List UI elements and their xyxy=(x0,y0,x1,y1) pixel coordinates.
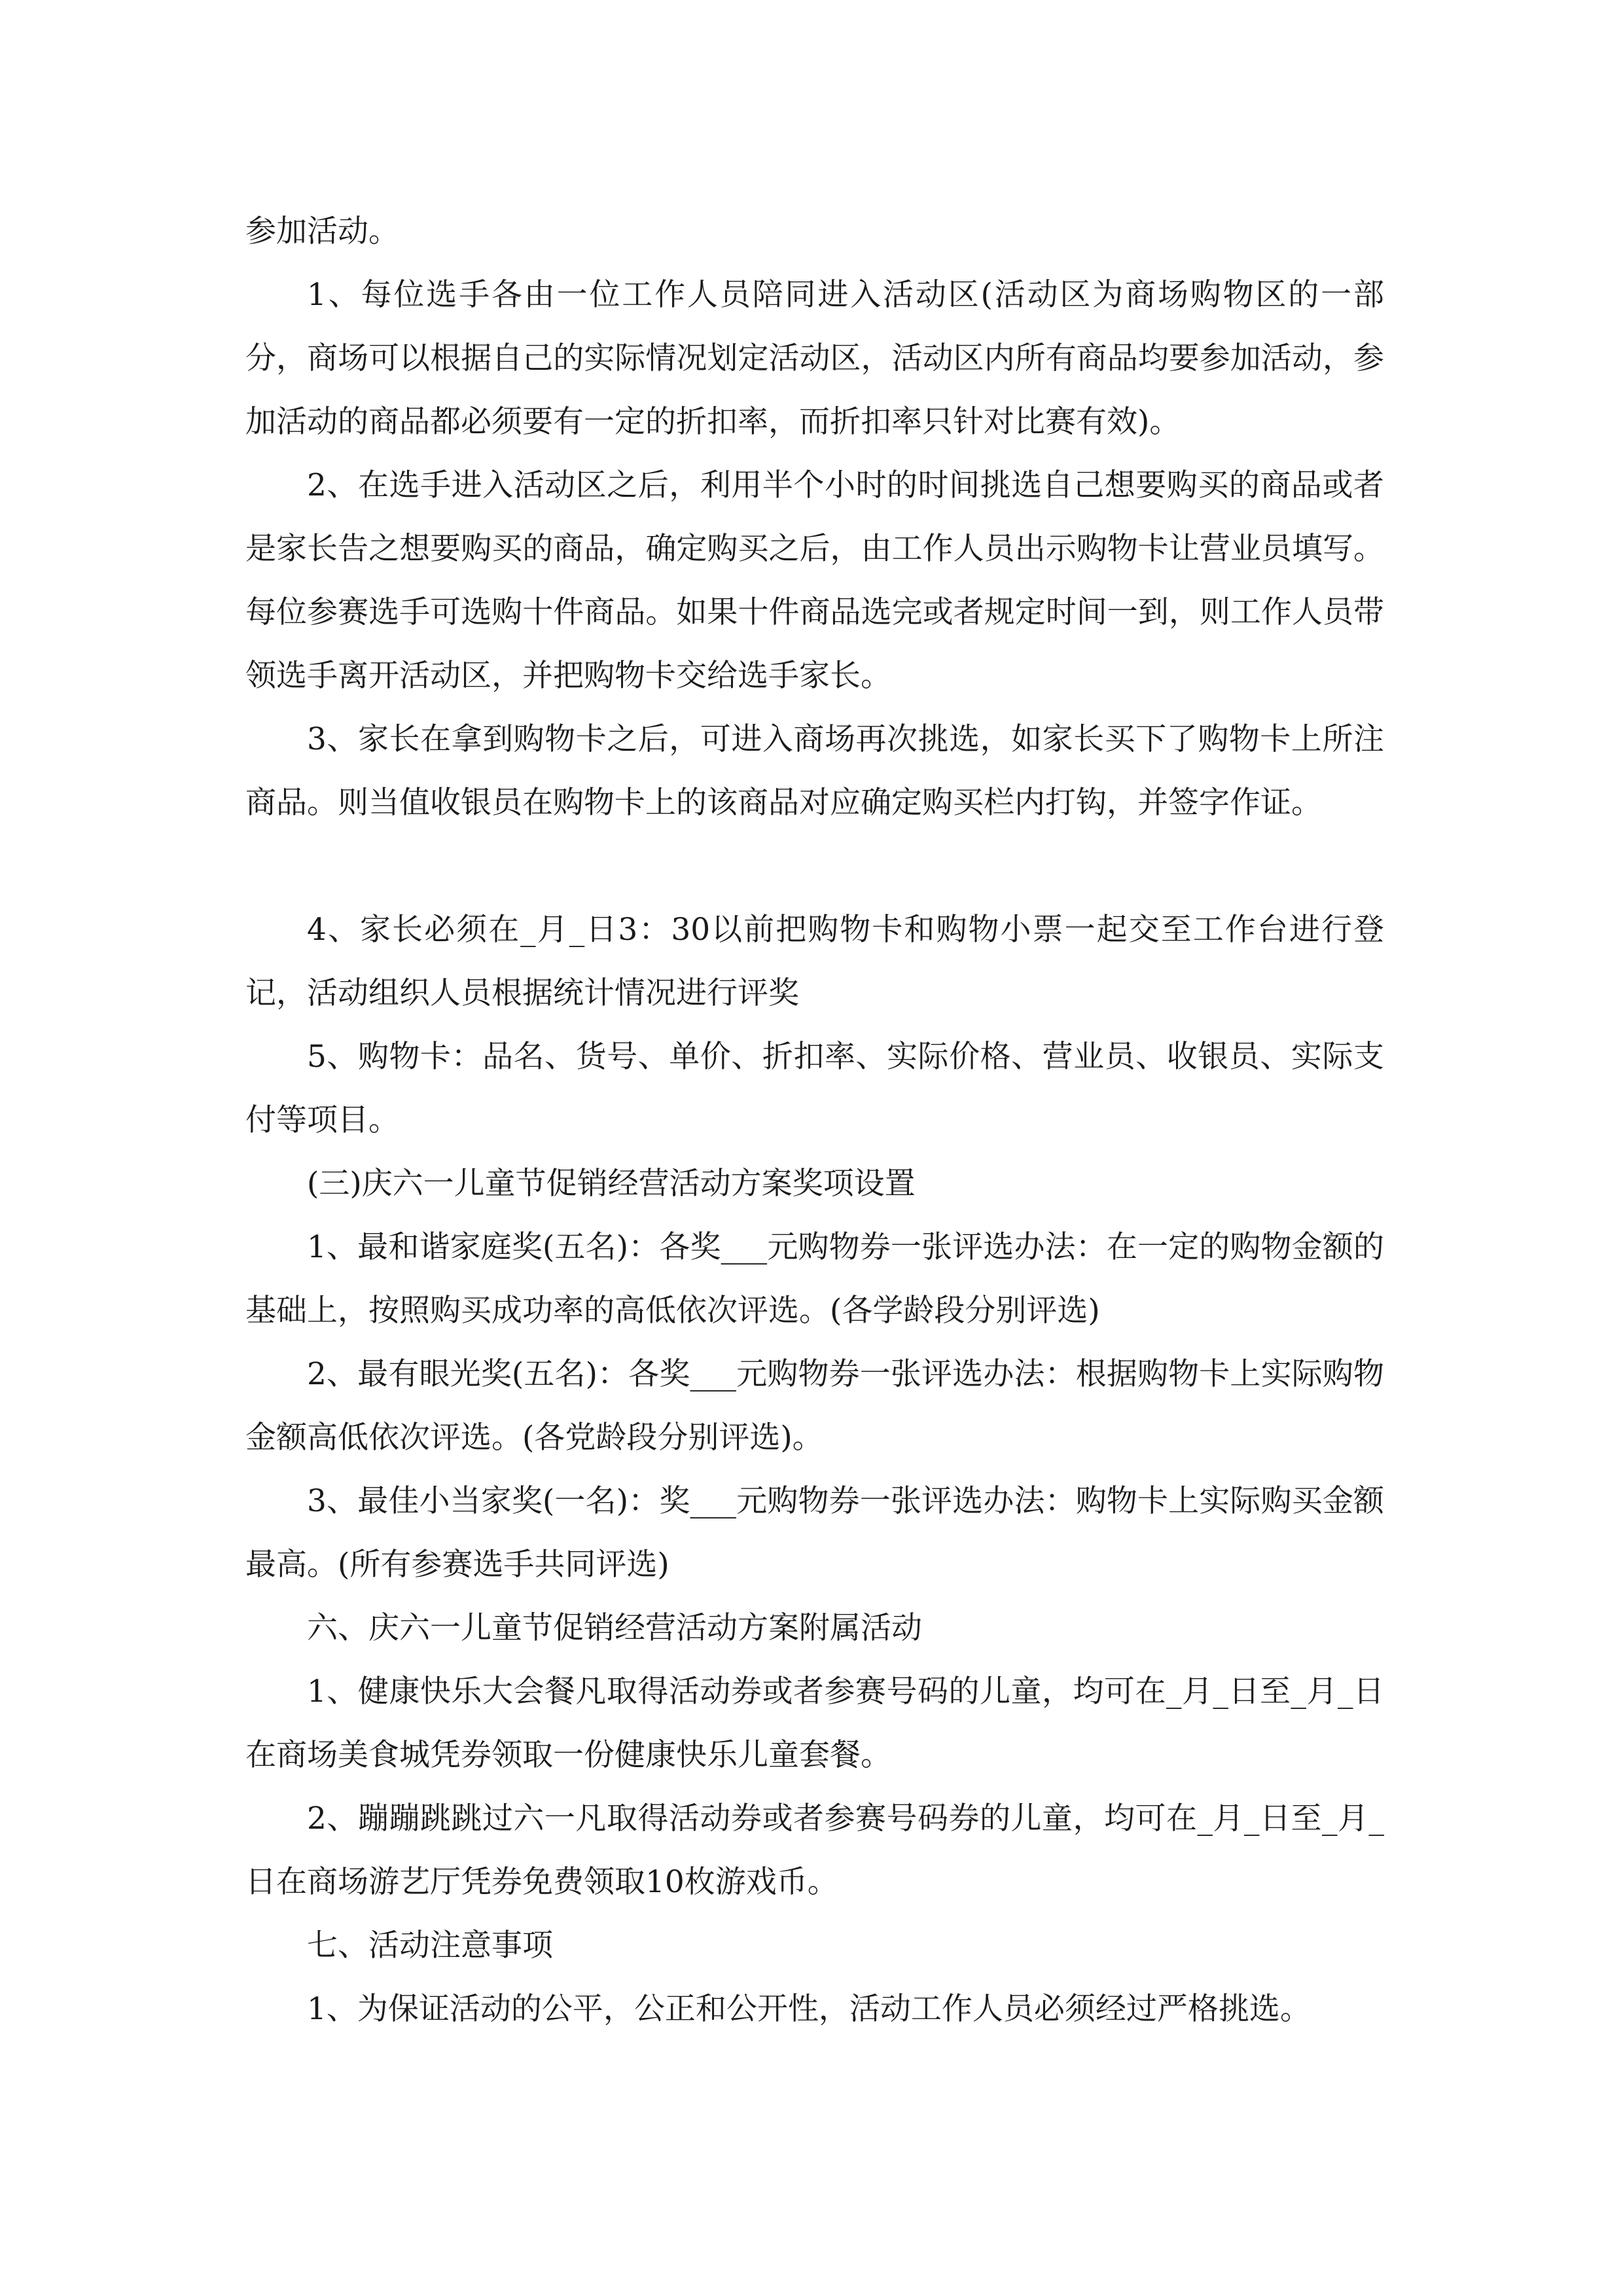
section-heading-notes: 七、活动注意事项 xyxy=(307,1928,553,1964)
paragraph-rule-2: 2、在选手进入活动区之后，利用半个小时的时间挑选自己想要购买的商品或者是家长告之想要购买的商品，确定购买之后，由工作人员出示购物卡让营业员填写。每位参赛选手可选购十件商品。如果十件商品选完或者规定时间一到，则工作人员带领选手离开活动区，并把购物卡交给选手家长。 xyxy=(245,467,1384,694)
section-heading-awards: (三)庆六一儿童节促销经营活动方案奖项设置 xyxy=(307,1166,916,1202)
paragraph-side-activity-1: 1、健康快乐大会餐凡取得活动券或者参赛号码的儿童，均可在_月_日至_月_日在商场美食城凭券领取一份健康快乐儿童套餐。 xyxy=(245,1674,1384,1773)
paragraph-rule-4: 4、家长必须在_月_日3：30以前把购物卡和购物小票一起交至工作台进行登记，活动组织人员根据统计情况进行评奖 xyxy=(245,912,1384,1011)
paragraph-award-1: 1、最和谐家庭奖(五名)：各奖___元购物券一张评选办法：在一定的购物金额的基础上，按照购买成功率的高低依次评选。(各学龄段分别评选) xyxy=(245,1229,1384,1329)
paragraph-rule-3: 3、家长在拿到购物卡之后，可进入商场再次挑选，如家长买下了购物卡上所注商品。则当值收银员在购物卡上的该商品对应确定购买栏内打钩，并签字作证。 xyxy=(245,721,1384,821)
paragraph-rule-5: 5、购物卡：品名、货号、单价、折扣率、实际价格、营业员、收银员、实际支付等项目。 xyxy=(245,1039,1384,1138)
paragraph-continuation: 参加活动。 xyxy=(245,213,399,249)
paragraph-award-2: 2、最有眼光奖(五名)：各奖___元购物券一张评选办法：根据购物卡上实际购物金额高低依次评选。(各党龄段分别评选)。 xyxy=(245,1356,1384,1456)
paragraph-rule-1: 1、每位选手各由一位工作人员陪同进入活动区(活动区为商场购物区的一部分，商场可以根据自己的实际情况划定活动区，活动区内所有商品均要参加活动，参加活动的商品都必须要有一定的折扣率，而折扣率只针对比赛有效)。 xyxy=(245,277,1384,440)
section-heading-side-activities: 六、庆六一儿童节促销经营活动方案附属活动 xyxy=(307,1610,922,1646)
paragraph-side-activity-2: 2、蹦蹦跳跳过六一凡取得活动券或者参赛号码券的儿童，均可在_月_日至_月_日在商场游艺厅凭券免费领取10枚游戏币。 xyxy=(245,1801,1384,1900)
paragraph-note-1: 1、为保证活动的公平，公正和公开性，活动工作人员必须经过严格挑选。 xyxy=(307,1991,1311,2027)
paragraph-award-3: 3、最佳小当家奖(一名)：奖___元购物券一张评选办法：购物卡上实际购买金额最高。(所有参赛选手共同评选) xyxy=(245,1483,1384,1583)
